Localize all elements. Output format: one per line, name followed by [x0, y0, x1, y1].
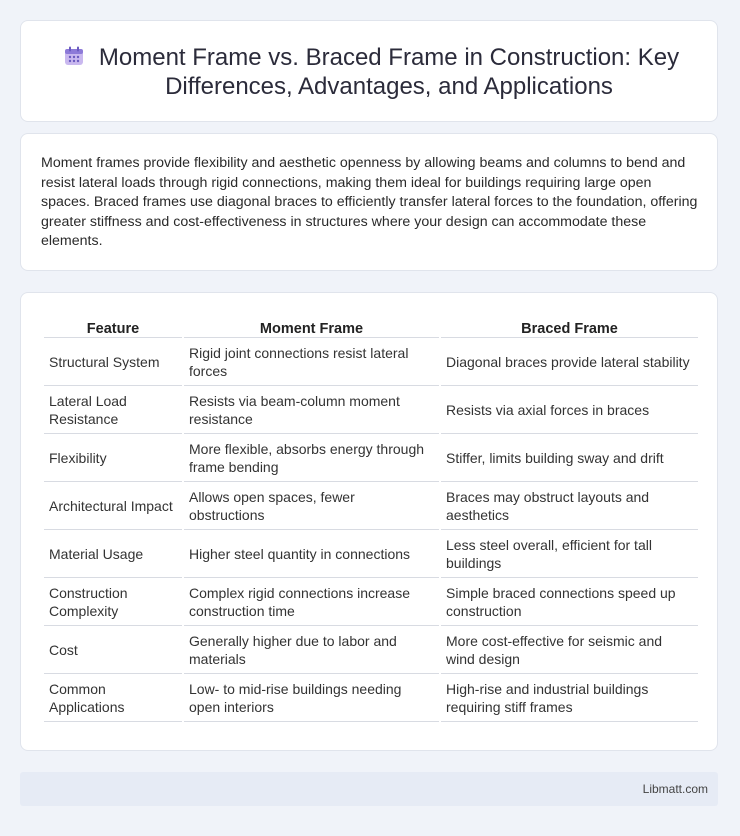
moment-frame-cell: Complex rigid connections increase construction time	[184, 578, 439, 626]
header-moment-frame: Moment Frame	[184, 315, 439, 338]
table-row	[44, 578, 698, 626]
feature-cell: Structural System	[44, 338, 182, 386]
braced-frame-cell: Braces may obstruct layouts and aesthetics	[441, 482, 698, 530]
table-row	[44, 626, 698, 674]
feature-cell: Lateral Load Resistance	[44, 386, 182, 434]
feature-cell: Common Applications	[44, 674, 182, 722]
intro-paragraph: Moment frames provide flexibility and aesthetic openness by allowing beams and columns to bend and resist lateral loads through rigid connections, making them ideal for buildings requiring large open spaces. Braced frames use diagonal braces to efficiently transfer lateral forces to the foundation, offering greater stiffness and cost-effectiveness in structures where your design can accommodate these elements.	[41, 155, 698, 250]
moment-frame-cell: Rigid joint connections resist lateral forces	[184, 338, 439, 386]
feature-cell: Construction Complexity	[44, 578, 182, 626]
title-card	[20, 20, 718, 122]
comparison-table	[42, 315, 700, 722]
moment-frame-cell: Resists via beam-column moment resistance	[184, 386, 439, 434]
braced-frame-cell: Stiffer, limits building sway and drift	[441, 434, 698, 482]
braced-frame-cell: Diagonal braces provide lateral stability	[441, 338, 698, 386]
feature-cell: Flexibility	[44, 434, 182, 482]
table-row	[44, 530, 698, 578]
braced-frame-cell: Less steel overall, efficient for tall buildings	[441, 530, 698, 578]
braced-frame-cell: Resists via axial forces in braces	[441, 386, 698, 434]
braced-frame-cell: Simple braced connections speed up construction	[441, 578, 698, 626]
header-feature: Feature	[44, 315, 182, 338]
feature-cell: Architectural Impact	[44, 482, 182, 530]
comparison-table-card	[20, 292, 718, 751]
intro-card	[20, 133, 718, 271]
table-row	[44, 434, 698, 482]
braced-frame-cell: More cost-effective for seismic and wind design	[441, 626, 698, 674]
braced-frame-cell: High-rise and industrial buildings requiring stiff frames	[441, 674, 698, 722]
footer-brand-link[interactable]: Libmatt.com	[642, 782, 708, 796]
table-row	[44, 386, 698, 434]
table-header-row	[44, 315, 698, 338]
table-row	[44, 674, 698, 722]
feature-cell: Material Usage	[44, 530, 182, 578]
moment-frame-cell: Allows open spaces, fewer obstructions	[184, 482, 439, 530]
header-braced-frame: Braced Frame	[441, 315, 698, 338]
page-title: Moment Frame vs. Braced Frame in Construction: Key Differences, Advantages, and Applications	[98, 44, 680, 100]
moment-frame-cell: More flexible, absorbs energy through frame bending	[184, 434, 439, 482]
moment-frame-cell: Low- to mid-rise buildings needing open interiors	[184, 674, 439, 722]
table-row	[44, 338, 698, 386]
table-row	[44, 482, 698, 530]
moment-frame-cell: Higher steel quantity in connections	[184, 530, 439, 578]
feature-cell: Cost	[44, 626, 182, 674]
footer-bar	[20, 772, 718, 806]
moment-frame-cell: Generally higher due to labor and materials	[184, 626, 439, 674]
